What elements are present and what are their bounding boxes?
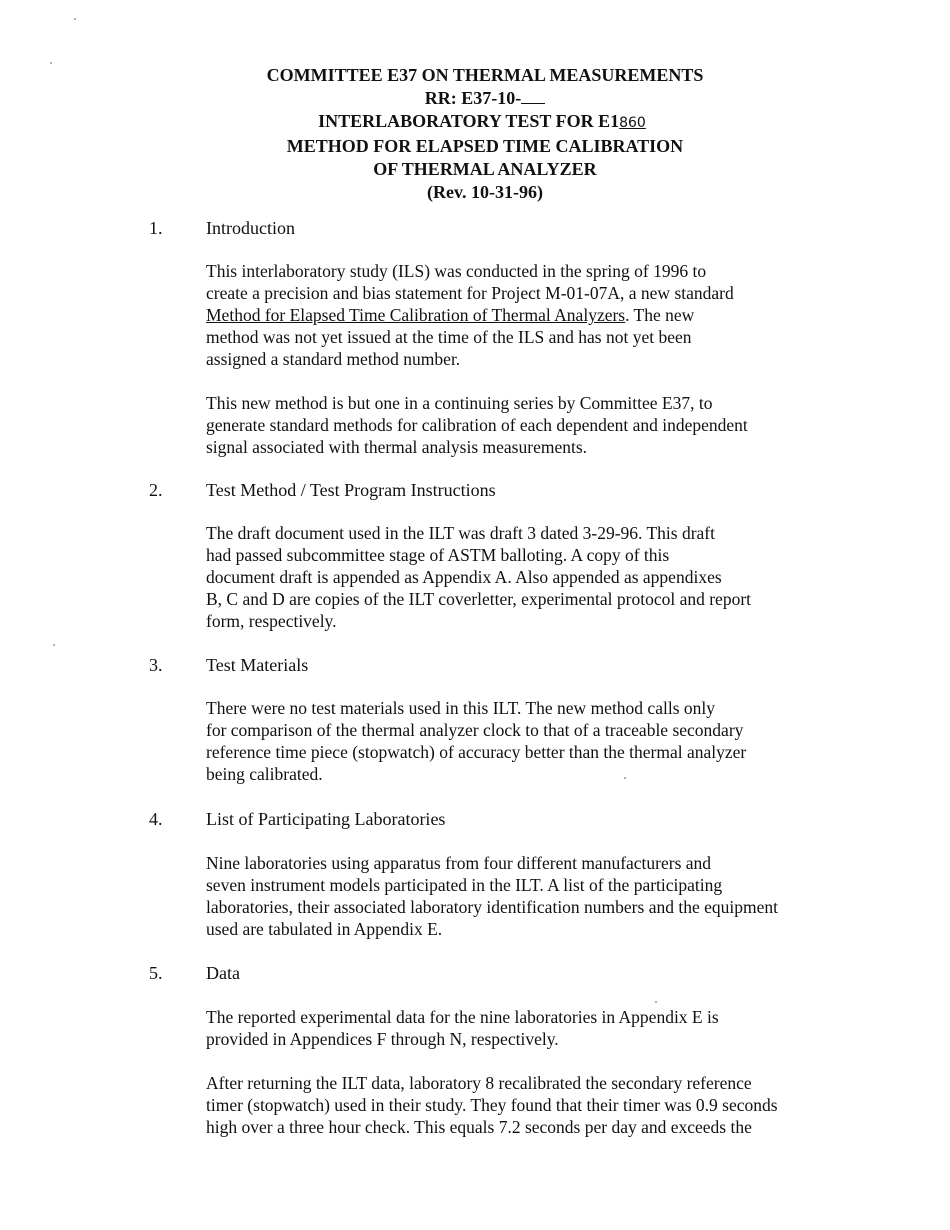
scan-speck: [655, 1001, 657, 1003]
text-line: create a precision and bias statement for Project M-01-07A, a new standard: [206, 283, 734, 303]
scan-speck: [53, 644, 55, 646]
header-method-title: METHOD FOR ELAPSED TIME CALIBRATION: [286, 136, 684, 156]
text-line: used are tabulated in Appendix E.: [206, 919, 443, 939]
text-line: After returning the ILT data, laboratory 8 recalibrated the secondary reference: [206, 1073, 752, 1093]
text-line: laboratories, their associated laboratory identification numbers and the equipment: [206, 897, 778, 917]
text-line: B, C and D are copies of the ILT coverletter, experimental protocol and report: [206, 589, 752, 609]
header-committee: COMMITTEE E37 ON THERMAL MEASUREMENTS: [266, 65, 704, 85]
text-line: Nine laboratories using apparatus from four different manufacturers and: [206, 853, 712, 873]
text-line: assigned a standard method number.: [206, 349, 461, 369]
text-line: timer (stopwatch) used in their study. They found that their timer was 0.9 seconds: [206, 1095, 778, 1115]
text-line: document draft is appended as Appendix A. Also appended as appendixes: [206, 567, 722, 587]
text-line: provided in Appendices F through N, respectively.: [206, 1029, 559, 1049]
paragraph: [206, 260, 734, 370]
scan-speck: [624, 777, 626, 779]
paragraph: [206, 1072, 778, 1138]
text-fragment: . The new: [625, 305, 695, 325]
section-number: 1.: [149, 218, 163, 238]
text-line: seven instrument models participated in the ILT. A list of the participating: [206, 875, 723, 895]
text-line: being calibrated.: [206, 764, 323, 784]
method-title-underlined: Method for Elapsed Time Calibration of Thermal Analyzers: [206, 305, 626, 325]
text-line: signal associated with thermal analysis measurements.: [206, 437, 588, 457]
section-title: Test Method / Test Program Instructions: [206, 480, 496, 500]
header-ilt-title: [0, 110, 950, 135]
document-header: [0, 64, 950, 204]
section-title: Introduction: [206, 218, 295, 238]
header-rr-number: [0, 87, 950, 110]
header-rr-prefix: RR: E37-10-: [424, 88, 522, 108]
paragraph: [206, 392, 748, 458]
paragraph: [206, 852, 778, 940]
text-line: There were no test materials used in this ILT. The new method calls only: [206, 698, 715, 718]
text-line: had passed subcommittee stage of ASTM balloting. A copy of this: [206, 545, 670, 565]
section-number: 4.: [149, 809, 163, 829]
scan-speck: [74, 18, 76, 20]
header-ilt-prefix: INTERLABORATORY TEST FOR E1: [318, 111, 620, 131]
section-number: 3.: [149, 655, 163, 675]
text-line: The draft document used in the ILT was draft 3 dated 3-29-96. This draft: [206, 523, 715, 543]
text-line: reference time piece (stopwatch) of accuracy better than the thermal analyzer: [206, 742, 747, 762]
section-title: Data: [206, 963, 240, 983]
text-line: for comparison of the thermal analyzer clock to that of a traceable secondary: [206, 720, 744, 740]
header-method-subtitle: OF THERMAL ANALYZER: [373, 159, 597, 179]
section-title: List of Participating Laboratories: [206, 809, 446, 829]
scan-speck: [50, 62, 52, 64]
text-line: The reported experimental data for the nine laboratories in Appendix E is: [206, 1007, 719, 1027]
paragraph: [206, 697, 746, 785]
text-line: This new method is but one in a continuing series by Committee E37, to: [206, 393, 713, 413]
section-number: 5.: [149, 963, 163, 983]
text-line: form, respectively.: [206, 611, 337, 631]
text-line: high over a three hour check. This equals 7.2 seconds per day and exceeds the: [206, 1117, 752, 1137]
header-revision: (Rev. 10-31-96): [427, 182, 543, 202]
paragraph: [206, 1006, 719, 1050]
text-line: generate standard methods for calibration of each dependent and independent: [206, 415, 748, 435]
section-number: 2.: [149, 480, 163, 500]
text-line: This interlaboratory study (ILS) was conducted in the spring of 1996 to: [206, 261, 707, 281]
handwritten-designation: 860: [619, 115, 646, 131]
rr-number-blank: [521, 87, 545, 104]
section-title: Test Materials: [206, 655, 309, 675]
text-line: [206, 304, 734, 326]
paragraph: [206, 522, 751, 632]
text-line: method was not yet issued at the time of the ILS and has not yet been: [206, 327, 692, 347]
